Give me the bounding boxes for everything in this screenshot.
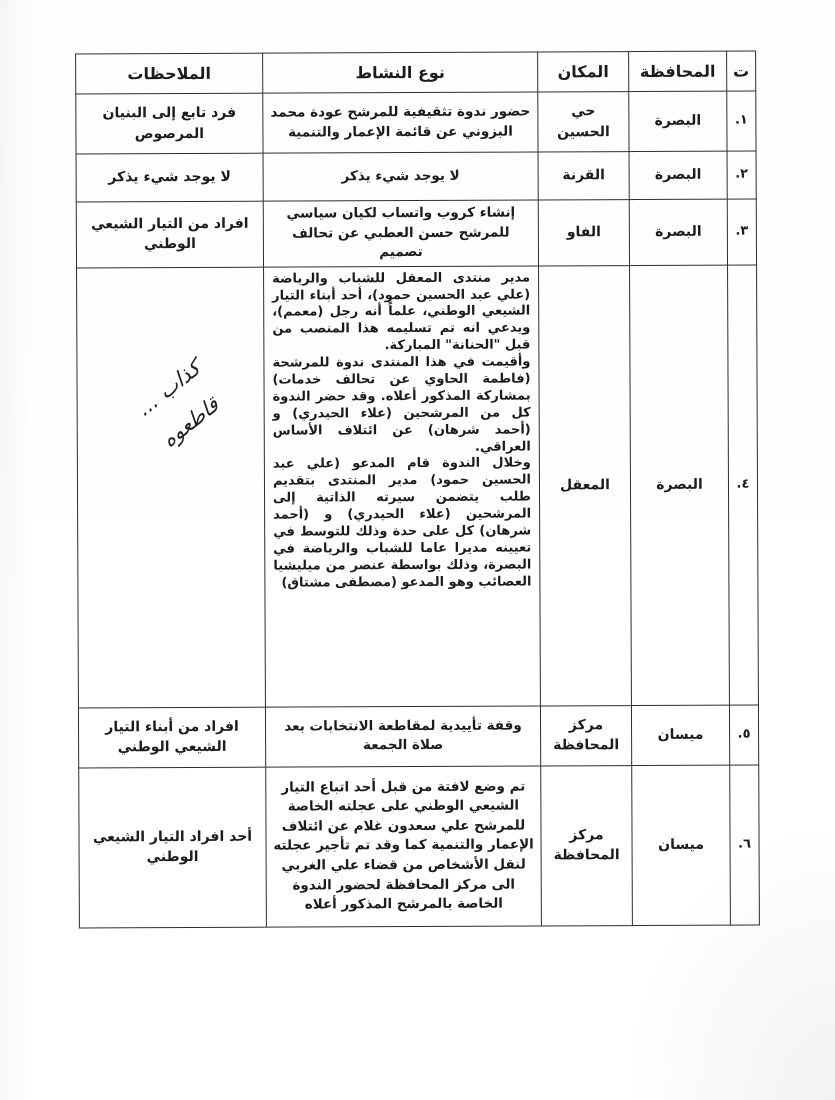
cell-notes bbox=[77, 267, 266, 708]
table-row bbox=[76, 199, 756, 268]
cell-activity: مدير منتدى المعقل للشباب والرياضة (علي عبد الحسين حمود)، أحد أبناء التيار الشيعي الوطني، علماً أنه رجل (معمم)، ويدعي انه تم تسليمه هذا المنصب من قبل "الحنانة" المباركة. وأقيمت في هذا المنتدى ندوة للمرشحة (فاطمة الحاوي عن تحالف خدمات) بمشاركة المذكور أعلاه. وقد حضر الندوة كل من المرشحين (علاء الحيدري) و (أحمد شرهان) عن ائتلاف الأساس العراقي. وخلال الندوة قام المدعو (علي عبد الحسين حمود) مدير المنتدى بتقديم طلب يتضمن سيرته الذاتية إلى المرشحين (علاء الحيدري) و (أحمد شرهان) كل على حدة وذلك للتوسط في تعيينه مديرا عاما للشباب والرياضة في البصرة، وذلك بواسطة عنصر من ميليشيا العصائب وهو المدعو (مصطفى مشتاق) bbox=[264, 266, 541, 707]
cell-governorate: البصرة bbox=[629, 199, 727, 265]
cell-place: المعقل bbox=[539, 265, 632, 705]
cell-place: مركز المحافظة bbox=[541, 765, 633, 925]
cell-activity: وقفة تأييدية لمقاطعة الانتخابات بعد صلاة الجمعة bbox=[265, 706, 540, 767]
cell-place: حي الحسين bbox=[538, 92, 629, 152]
cell-num: ٤. bbox=[728, 265, 759, 705]
activity-report-table bbox=[75, 51, 760, 929]
cell-num: ٣. bbox=[727, 199, 756, 265]
cell-governorate: البصرة bbox=[630, 265, 730, 705]
header-governorate: المحافظة bbox=[629, 51, 727, 91]
header-place: المكان bbox=[538, 52, 629, 92]
cell-num: ٥. bbox=[729, 705, 758, 765]
cell-governorate: ميسان bbox=[631, 705, 729, 765]
handwritten-note: كذاب ... قاطعوه bbox=[134, 354, 223, 453]
cell-num: ١. bbox=[727, 91, 756, 151]
header-num: ت bbox=[727, 51, 756, 91]
cell-governorate: ميسان bbox=[632, 765, 731, 925]
cell-notes: فرد تابع إلى البنيان المرصوص bbox=[76, 93, 263, 154]
table-row bbox=[78, 705, 758, 768]
cell-place: مركز المحافظة bbox=[540, 705, 631, 765]
cell-place: الفاو bbox=[538, 200, 629, 266]
cell-notes: افراد من التيار الشيعي الوطني bbox=[76, 201, 263, 268]
table-row bbox=[77, 265, 759, 708]
header-notes: الملاحظات bbox=[76, 53, 263, 94]
cell-place: القرنة bbox=[538, 152, 629, 200]
cell-notes: أحد افراد التيار الشيعي الوطني bbox=[79, 767, 267, 928]
table-header-row bbox=[76, 51, 756, 94]
cell-activity: تم وضع لافتة من قبل أحد اتباع التيار الشيعي الوطني على عجلته الخاصة للمرشح علي سعدون غلام عن ائتلاف الإعمار والتنمية كما وقد تم تأجير عجلته لنقل الأشخاص من قضاء علي الغربي الى مركز المحافظة لحضور الندوة الخاصة بالمرشح المذكور أعلاه bbox=[266, 766, 542, 927]
cell-activity: لا يوجد شيء يذكر bbox=[263, 152, 538, 201]
table-row bbox=[76, 151, 756, 202]
cell-num: ٦. bbox=[730, 765, 760, 925]
cell-num: ٢. bbox=[727, 151, 756, 199]
table-row bbox=[79, 765, 760, 928]
table-row bbox=[76, 91, 756, 154]
cell-activity: حضور ندوة تثقيفية للمرشح عودة محمد البزوني عن قائمة الإعمار والتنمية bbox=[263, 92, 538, 153]
cell-activity: إنشاء كروب واتساب لكيان سياسي للمرشح حسن العطبي عن تحالف تصميم bbox=[263, 200, 538, 267]
cell-governorate: البصرة bbox=[629, 91, 727, 151]
cell-governorate: البصرة bbox=[629, 151, 727, 199]
cell-notes: افراد من أبناء التيار الشيعي الوطني bbox=[78, 707, 265, 768]
header-activity: نوع النشاط bbox=[263, 52, 538, 93]
cell-notes: لا يوجد شيء يذكر bbox=[76, 153, 263, 202]
